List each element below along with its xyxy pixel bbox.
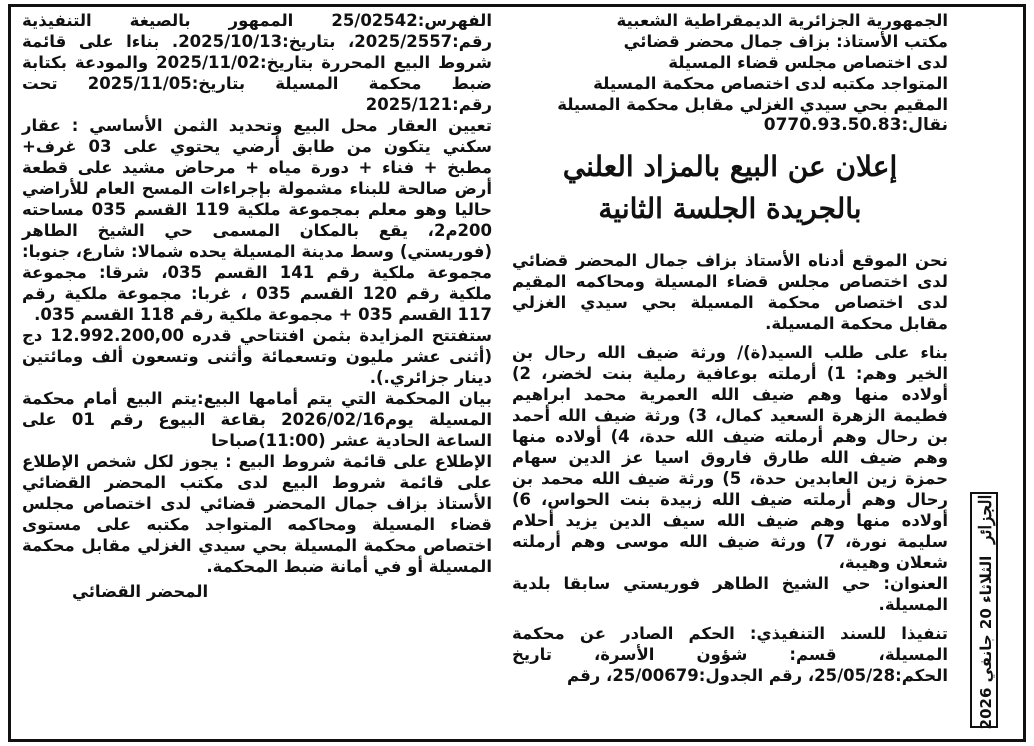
letterhead-line: لدى اختصاص مجلس قضاء المسيلة	[668, 53, 948, 72]
intro-paragraph: نحن الموقع أدناه الأستاذ بزاف جمال المحضر قضائي لدى اختصاص مجلس قضاء المسيلة ومحاكمه المقيم لدى اختصاص محكمة المسيلة بحي سيدي الغزلي مقابل محكمة المسيلة.	[512, 251, 948, 333]
phone-number: نقال:0770.93.50.83	[763, 115, 948, 135]
letterhead	[512, 10, 948, 136]
property-paragraph: تعيين العقار محل البيع وتحديد الثمن الأساسي : عقار سكني يتكون من طابق أرضي يحتوي على 03 غرف+ مطبخ + فناء + دورة مياه + مرحاض مشيد على قطعة أرض صالحة للبناء مشمولة بإجراءات المسح العام للأراضي حاليا وهو معلم بمجموعة ملكية 119 القسم 035 مساحته 200م2، يقع بالمكان المسمى حي الشيخ الطاهر (فوريستي) وسط مدينة المسيلة يحده شمالا: شارع، جنوبا: مجموعة ملكية رقم 141 القسم 035، شرقا: مجموعة ملكية رقم 120 القسم 035 ، غربا: مجموعة ملكية رقم 117 القسم 035 + مجموعة ملكية رقم 118 القسم 035.	[22, 116, 493, 324]
letterhead-line: الجمهورية الجزائرية الديمقراطية الشعبية	[616, 11, 948, 30]
inspection-paragraph: الإطلاع على قائمة شروط البيع : يجوز لكل شخص الإطلاع على قائمة شروط البيع لدى مكتب المحضر القضائي الأستاذ بزاف جمال المحضر قضائي لدى اختصاص مجلس قضاء المسيلة ومحاكمه المتواجد مكتبه على مستوى اختصاص محكمة المسيلة بحي سيدي الغزلي مقابل محكمة المسيلة أو في أمانة ضبط المحكمة.	[22, 452, 492, 576]
index-paragraph: الفهرس:25/02542 الممهور بالصيغة التنفيذية رقم:2025/2557، بتاريخ:2025/10/13. بناءا على قائمة شروط البيع المحررة بتاريخ:2025/11/02 والمودعة بكتابة ضبط محكمة المسيلة بتاريخ:2025/11/05 تحت رقم:2025/121	[22, 11, 492, 114]
newspaper-side-strip	[970, 492, 998, 728]
enforcement-paragraph: تنفيذا للسند التنفيذي: الحكم الصادر عن محكمة المسيلة، قسم: شؤون الأسرة، تاريخ الحكم:25/05/28، رقم الجدول:25/00679، رقم	[512, 624, 948, 685]
right-column	[512, 10, 948, 686]
letterhead-line: المتواجد مكتبه لدى اختصاص محكمة المسيلة	[593, 74, 948, 93]
headline	[512, 146, 948, 230]
letterhead-line: المقيم بحي سيدي الغزلي مقابل محكمة المسيلة	[557, 95, 948, 114]
price-paragraph: ستفتتح المزايدة بثمن افتتاحي قدره 12.992.200,00 دج (أثنى عشر مليون وتسعمائة وأثنى وتسعون ألف ومائتين دينار جزائري.).	[22, 326, 492, 387]
court-paragraph: بيان المحكمة التي يتم أمامها البيع:يتم البيع أمام محكمة المسيلة يوم2026/02/16 بقاعة البيوع رقم 01 على الساعة الحادية عشر (11:00)صباحا	[22, 389, 493, 450]
address-paragraph: العنوان: حي الشيخ الطاهر فوريستي سابقا بلدية المسيلة.	[512, 574, 948, 614]
side-label	[972, 494, 1000, 730]
newspaper-brand: الجزائر	[976, 494, 996, 544]
left-column	[22, 10, 492, 602]
heirs-paragraph: بناء على طلب السيد(ة)/ ورثة ضيف الله رحال بن الخير وهم: 1) أرملته بوعافية رملية بنت لخضر، 2) أولاده منها وهم ضيف الله العمرية محمد ابراهيم فطيمة الزهرة السعيد كمال، 3) ورثة ضيف الله أحمد بن رحال وهم أرملته ضيف الله حدة، 4) أولاده منها وهم ضيف الله طارق فاروق اسيا عز الدين سهام حمزة زين العابدين حدة، 5) ورثة ضيف الله محمد بن رحال وهم أرملته ضيف الله زبيدة بنت الحواس، 6) أولاده منها وهم ضيف الله سيف الدين يزيد أحلام سليمة نورة، 7) ورثة ضيف الله موسى وهم أرملته شعلان وهيبة،	[512, 343, 949, 572]
signature: المحضر القضائي	[72, 582, 209, 601]
letterhead-line: مكتب الأستاذ: بزاف جمال محضر قضائي	[623, 32, 948, 51]
side-date: الثلاثاء 20 جانفي 2026	[977, 555, 995, 730]
headline-line-1: إعلان عن البيع بالمزاد العلني	[562, 150, 898, 183]
headline-line-2: بالجريدة الجلسة الثانية	[598, 192, 862, 225]
